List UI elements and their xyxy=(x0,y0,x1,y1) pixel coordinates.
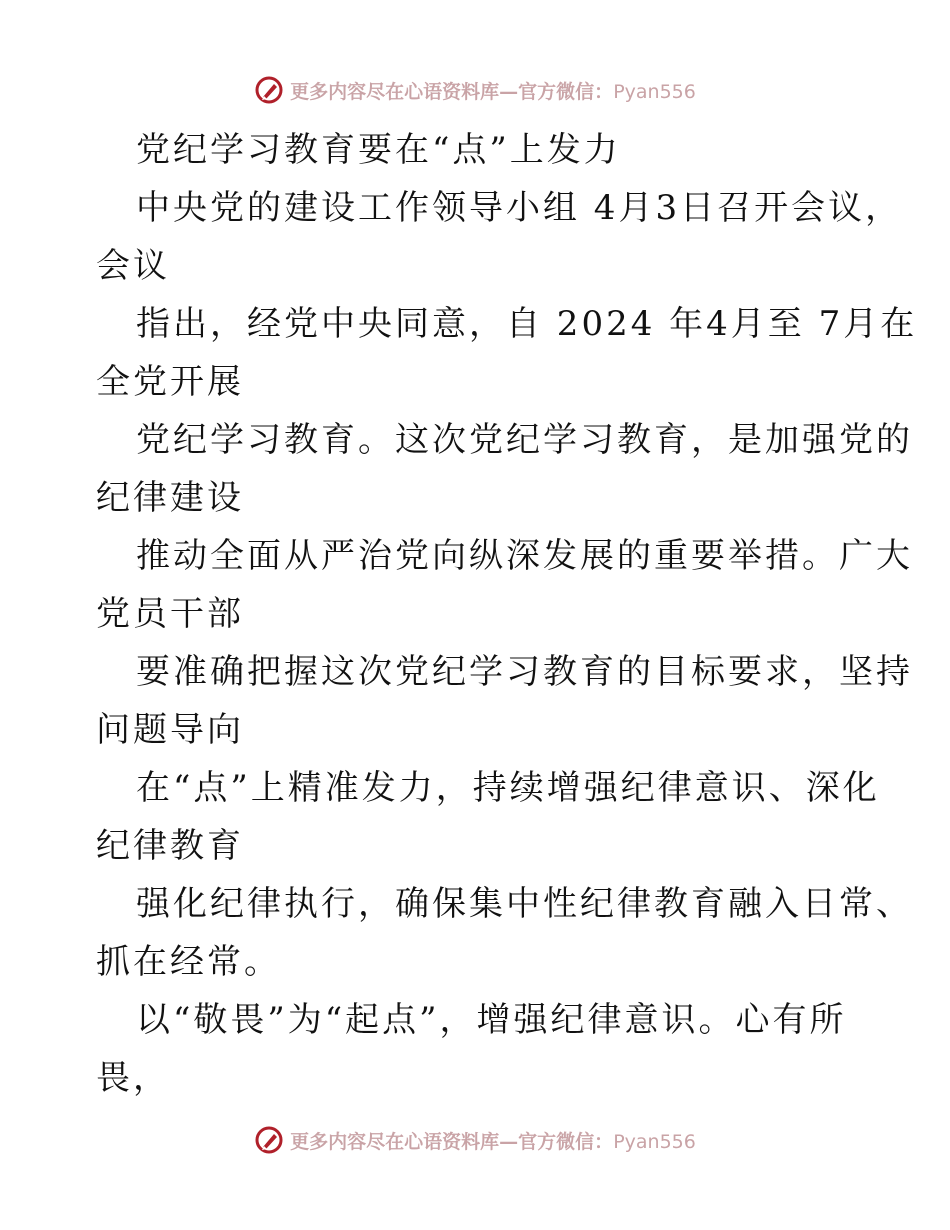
document-line: 畏， xyxy=(96,1058,170,1098)
pen-logo-icon xyxy=(254,75,284,105)
watermark-text xyxy=(290,77,696,104)
document-line: 纪律建设 xyxy=(96,478,244,518)
document-line: 在“点”上精准发力，持续增强纪律意识、深化 xyxy=(136,768,880,808)
footer-watermark xyxy=(0,1120,950,1160)
document-line: 纪律教育 xyxy=(96,826,244,866)
watermark-site-text: 更多内容尽在心语资料库— xyxy=(290,1130,519,1153)
watermark-site-text: 更多内容尽在心语资料库— xyxy=(290,80,519,103)
watermark-text xyxy=(290,1127,696,1154)
document-line: 党纪学习教育。这次党纪学习教育，是加强党的 xyxy=(136,420,913,460)
document-line: 强化纪律执行，确保集中性纪律教育融入日常、 xyxy=(136,884,913,924)
watermark-wechat-id: Pyan556 xyxy=(613,80,696,103)
watermark-wechat-label: 官方微信： xyxy=(518,1130,614,1153)
document-line: 问题导向 xyxy=(96,710,244,750)
document-line: 会议 xyxy=(96,246,170,286)
document-line: 推动全面从严治党向纵深发展的重要举措。广大 xyxy=(136,536,913,576)
document-line: 全党开展 xyxy=(96,362,244,402)
watermark-wechat-id: Pyan556 xyxy=(613,1130,696,1153)
document-line: 以“敬畏”为“起点”，增强纪律意识。心有所 xyxy=(136,1000,847,1040)
document-line: 中央党的建设工作领导小组 4月3日召开会议， xyxy=(136,188,903,228)
watermark-wechat-label: 官方微信： xyxy=(518,80,614,103)
pen-logo-icon xyxy=(254,1125,284,1155)
document-line: 党员干部 xyxy=(96,594,244,634)
document-line: 要准确把握这次党纪学习教育的目标要求，坚持 xyxy=(136,652,913,692)
header-watermark xyxy=(0,70,950,110)
document-line: 指出，经党中央同意，自 2024 年4月至 7月在 xyxy=(136,304,918,344)
document-line: 党纪学习教育要在“点”上发力 xyxy=(136,130,621,170)
document-line: 抓在经常。 xyxy=(96,942,281,982)
document-body xyxy=(96,121,918,1107)
